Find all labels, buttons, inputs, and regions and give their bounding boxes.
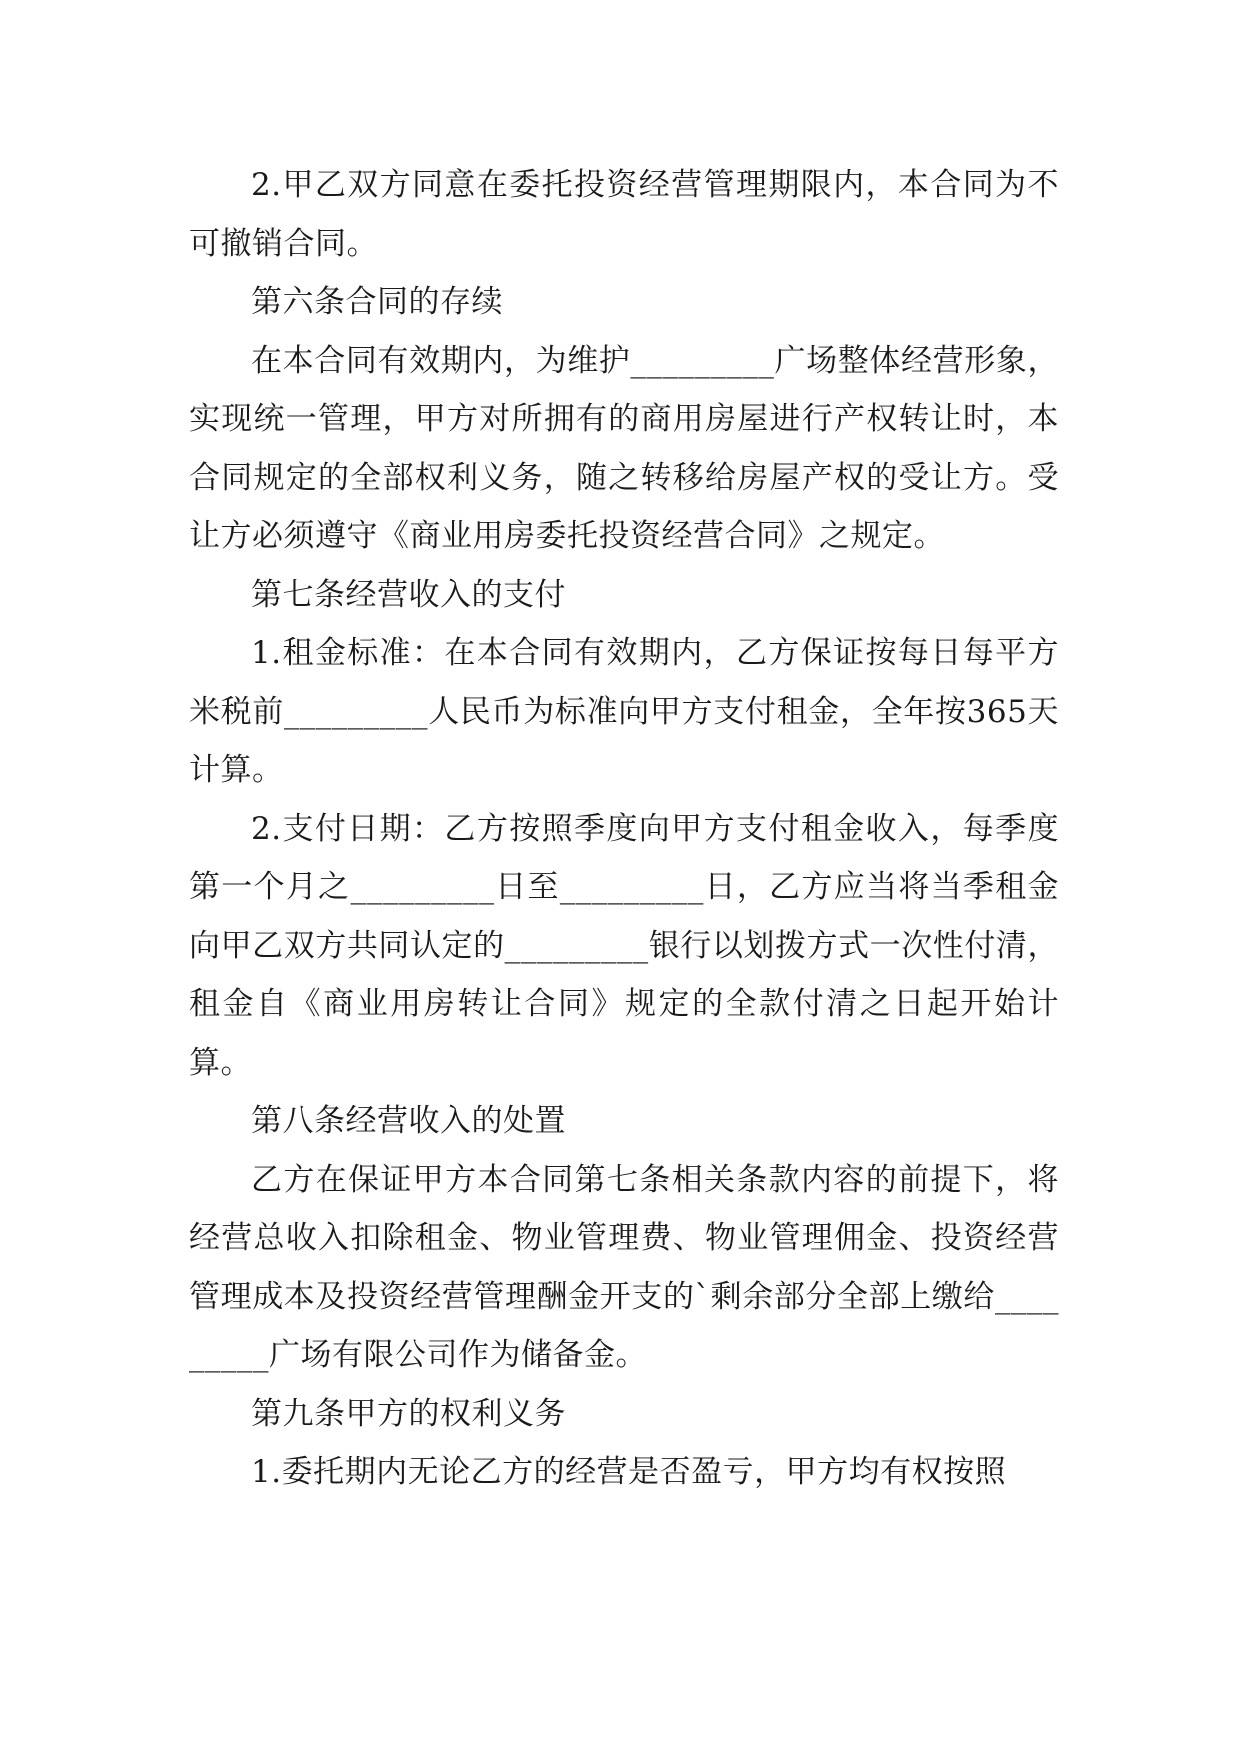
clause-paragraph: 乙方在保证甲方本合同第七条相关条款内容的前提下，将经营总收入扣除租金、物业管理费、物业管理佣金、投资经营管理成本及投资经营管理酬金开支的`剩余部分全部上缴给_________广场有限公司作为储备金。 — [189, 1161, 1059, 1373]
document-body — [189, 156, 1059, 1502]
clause-paragraph: 1.租金标准：在本合同有效期内，乙方保证按每日每平方米税前_________人民币为标准向甲方支付租金，全年按365天计算。 — [189, 635, 1059, 788]
article-heading-8: 第八条经营收入的处置 — [251, 1103, 566, 1139]
article-heading-6: 第六条合同的存续 — [251, 284, 503, 320]
clause-paragraph: 2.支付日期：乙方按照季度向甲方支付租金收入，每季度第一个月之_________日至_________日，乙方应当将当季租金向甲乙双方共同认定的_________银行以划拨方式一次性付清，租金自《商业用房转让合同》规定的全款付清之日起开始计算。 — [189, 810, 1059, 1081]
article-heading-7: 第七条经营收入的支付 — [251, 576, 566, 613]
clause-paragraph: 2.甲乙双方同意在委托投资经营管理期限内，本合同为不可撤销合同。 — [189, 167, 1059, 262]
article-heading-9: 第九条甲方的权利义务 — [251, 1395, 566, 1432]
clause-paragraph: 1.委托期内无论乙方的经营是否盈亏，甲方均有权按照 — [251, 1454, 1007, 1490]
clause-paragraph: 在本合同有效期内，为维护_________广场整体经营形象，实现统一管理，甲方对所拥有的商用房屋进行产权转让时，本合同规定的全部权利义务，随之转移给房屋产权的受让方。受让方必须遵守《商业用房委托投资经营合同》之规定。 — [189, 342, 1059, 554]
